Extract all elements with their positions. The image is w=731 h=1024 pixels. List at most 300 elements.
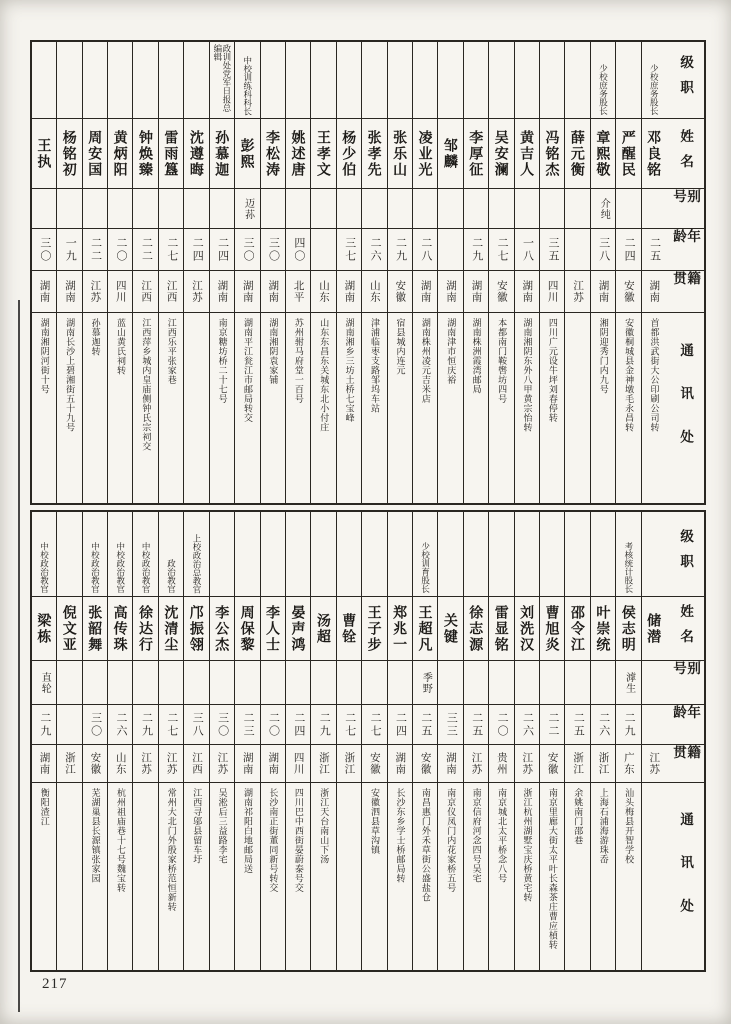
age-cell — [133, 228, 157, 270]
address-text: 津浦临枣支路邹坞车站 — [370, 318, 381, 413]
person-column-王超凡 — [412, 512, 437, 970]
age-cell — [108, 704, 132, 744]
origin-cell — [362, 270, 386, 312]
name-text: 储潜 — [646, 612, 663, 645]
address-cell — [438, 312, 462, 503]
origin-cell — [515, 270, 539, 312]
person-column-邹麟 — [437, 42, 462, 503]
age-text: 三八 — [597, 236, 610, 263]
address-text: 蓝山黄氏祠转 — [115, 318, 126, 375]
name-text: 彭熙 — [239, 137, 256, 170]
origin-cell — [642, 744, 666, 782]
rank-text: 上校政治总教官 — [191, 533, 202, 593]
name-cell — [159, 118, 183, 188]
address-text: 安徽桐城县金神墩毛永昌转 — [624, 318, 635, 432]
rank-cell — [438, 512, 462, 596]
rank-cell — [388, 512, 412, 596]
age-cell — [540, 704, 564, 744]
origin-text: 四川 — [292, 752, 305, 775]
origin-cell — [591, 270, 615, 312]
header-alias-cell — [666, 188, 704, 228]
age-cell — [32, 228, 56, 270]
name-text: 曹旭炎 — [544, 604, 561, 653]
person-column-郑兆一 — [387, 512, 412, 970]
alias-cell — [286, 188, 310, 228]
person-column-曹铨 — [336, 512, 361, 970]
person-column-梁栋 — [32, 512, 56, 970]
name-cell — [489, 118, 513, 188]
name-cell — [337, 596, 361, 660]
origin-text: 湖南 — [343, 280, 356, 303]
rank-cell — [108, 42, 132, 118]
origin-text: 山东 — [318, 280, 331, 303]
name-cell — [413, 596, 437, 660]
name-text: 雷显铭 — [493, 604, 510, 653]
alias-cell — [540, 188, 564, 228]
origin-text: 湖南 — [241, 752, 254, 775]
address-cell — [388, 782, 412, 970]
origin-cell — [311, 270, 335, 312]
age-cell — [362, 704, 386, 744]
name-text: 杨少伯 — [341, 129, 358, 178]
person-column-严醒民 — [615, 42, 640, 503]
page-number: 217 — [42, 976, 68, 992]
address-text: 上海石浦海游珠岙 — [598, 788, 609, 864]
age-cell — [464, 704, 488, 744]
age-text: 四〇 — [292, 236, 305, 263]
address-cell — [235, 782, 259, 970]
name-cell — [540, 118, 564, 188]
rank-cell — [540, 512, 564, 596]
name-cell — [235, 596, 259, 660]
origin-cell — [133, 744, 157, 782]
address-cell — [57, 782, 81, 970]
rank-cell — [413, 42, 437, 118]
address-text: 安徽泗县草沟镇 — [370, 788, 381, 855]
origin-cell — [565, 270, 589, 312]
address-cell — [337, 782, 361, 970]
age-cell — [438, 228, 462, 270]
name-cell — [311, 118, 335, 188]
rank-cell — [464, 42, 488, 118]
age-cell — [464, 228, 488, 270]
person-column-周保黎 — [234, 512, 259, 970]
age-text: 二五 — [470, 711, 483, 738]
age-cell — [159, 228, 183, 270]
address-text: 湖南湘阴河街十号 — [39, 318, 50, 394]
origin-text: 江苏 — [470, 752, 483, 775]
rank-cell — [32, 512, 56, 596]
person-column-张韶舞 — [82, 512, 107, 970]
origin-text: 湖南 — [648, 280, 661, 303]
age-text: 二九 — [623, 711, 636, 738]
person-column-雷雨簋 — [158, 42, 183, 503]
name-cell — [489, 596, 513, 660]
address-cell — [515, 782, 539, 970]
alias-cell — [133, 188, 157, 228]
age-text: 二七 — [165, 711, 178, 738]
name-text: 刘洗汉 — [519, 604, 536, 653]
rank-cell — [540, 42, 564, 118]
origin-cell — [57, 270, 81, 312]
address-cell — [464, 312, 488, 503]
age-text: 三〇 — [267, 236, 280, 263]
alias-cell — [32, 188, 56, 228]
name-text: 邝振翎 — [188, 604, 205, 653]
age-cell — [133, 704, 157, 744]
name-cell — [388, 118, 412, 188]
age-cell — [261, 704, 285, 744]
rank-text: 中校训练科科长 — [242, 55, 253, 115]
age-text: 二三 — [242, 711, 255, 738]
origin-text: 浙江 — [63, 752, 76, 775]
age-text: 三五 — [546, 236, 559, 263]
alias-cell — [32, 660, 56, 704]
address-text: 湖南祁阳白地邮局送 — [243, 788, 254, 874]
age-cell — [83, 704, 107, 744]
rank-cell — [133, 42, 157, 118]
name-text: 王孝文 — [315, 129, 332, 178]
rank-cell — [413, 512, 437, 596]
name-text: 徐志源 — [468, 604, 485, 653]
origin-cell — [108, 744, 132, 782]
alias-cell — [362, 188, 386, 228]
age-cell — [108, 228, 132, 270]
address-cell — [642, 312, 666, 503]
rank-cell — [108, 512, 132, 596]
age-text: 一八 — [521, 236, 534, 263]
rank-text: 中校政治教官 — [115, 542, 126, 593]
name-cell — [159, 596, 183, 660]
origin-cell — [616, 744, 640, 782]
address-text: 杭州祖庙巷十七号魏宝转 — [115, 788, 126, 893]
origin-cell — [337, 270, 361, 312]
age-cell — [489, 704, 513, 744]
origin-text: 江苏 — [140, 752, 153, 775]
address-cell — [515, 312, 539, 503]
name-text: 徐达行 — [138, 604, 155, 653]
origin-cell — [438, 744, 462, 782]
rank-cell — [616, 42, 640, 118]
alias-cell — [159, 660, 183, 704]
address-cell — [108, 782, 132, 970]
rank-cell — [57, 42, 81, 118]
alias-cell — [184, 660, 208, 704]
alias-cell — [210, 660, 234, 704]
name-text: 雷雨簋 — [163, 129, 180, 178]
address-cell — [210, 312, 234, 503]
address-text: 孙慕迦转 — [90, 318, 101, 356]
origin-cell — [591, 744, 615, 782]
age-cell — [489, 228, 513, 270]
name-text: 王执 — [36, 137, 53, 170]
person-column-王执 — [32, 42, 56, 503]
origin-text: 江苏 — [648, 752, 661, 775]
alias-cell — [362, 660, 386, 704]
name-text: 张孝先 — [366, 129, 383, 178]
address-cell — [489, 782, 513, 970]
origin-cell — [184, 270, 208, 312]
rank-text: 少校庶务股长 — [649, 64, 660, 115]
name-cell — [362, 596, 386, 660]
name-cell — [133, 596, 157, 660]
age-cell — [413, 704, 437, 744]
origin-text: 安徽 — [89, 752, 102, 775]
address-cell — [286, 312, 310, 503]
person-column-曹旭炎 — [539, 512, 564, 970]
address-cell — [565, 782, 589, 970]
name-header-label: 姓名 — [678, 128, 694, 179]
name-cell — [464, 118, 488, 188]
origin-text: 山东 — [114, 752, 127, 775]
name-cell — [565, 596, 589, 660]
origin-text: 浙江 — [318, 752, 331, 775]
rank-cell — [210, 512, 234, 596]
name-text: 王超凡 — [417, 604, 434, 653]
origin-header-label: 籍贯 — [671, 745, 701, 770]
rank-cell — [210, 42, 234, 118]
origin-cell — [57, 744, 81, 782]
origin-text: 江西 — [140, 280, 153, 303]
alias-cell — [337, 188, 361, 228]
address-text: 南京里廊大街太平叶长森茶庄曹应楨转 — [547, 788, 558, 950]
rank-cell — [83, 512, 107, 596]
person-column-叶崇统 — [590, 512, 615, 970]
rank-cell — [565, 42, 589, 118]
origin-text: 江苏 — [216, 752, 229, 775]
book-spine-edge — [18, 300, 20, 1012]
name-cell — [362, 118, 386, 188]
rank-cell — [337, 42, 361, 118]
age-cell — [210, 228, 234, 270]
age-cell — [540, 228, 564, 270]
origin-cell — [261, 744, 285, 782]
age-cell — [57, 704, 81, 744]
address-text: 南昌惠门外禾草街公盛盐仓 — [420, 788, 431, 902]
address-text: 湖南平江瓮江市邮局转交 — [243, 318, 254, 423]
rank-text: 少校庶务股长 — [598, 64, 609, 115]
age-cell — [413, 228, 437, 270]
rank-cell — [184, 512, 208, 596]
name-text: 李厚征 — [468, 129, 485, 178]
name-text: 侯志明 — [620, 604, 637, 653]
age-cell — [642, 704, 666, 744]
address-cell — [32, 782, 56, 970]
age-text: 二二 — [140, 236, 153, 263]
age-text: 二六 — [521, 711, 534, 738]
name-cell — [210, 596, 234, 660]
rank-cell — [57, 512, 81, 596]
alias-cell — [438, 660, 462, 704]
origin-text: 四川 — [546, 280, 559, 303]
age-cell — [388, 228, 412, 270]
rank-cell — [311, 42, 335, 118]
person-column-钟焕臻 — [132, 42, 157, 503]
header-column — [666, 512, 704, 970]
alias-header-label: 别号 — [671, 189, 701, 214]
person-column-王子步 — [361, 512, 386, 970]
address-cell — [311, 312, 335, 503]
address-text: 浙江杭州湖墅宝庆桥黄宅转 — [522, 788, 533, 902]
rank-cell — [388, 42, 412, 118]
name-text: 吴安澜 — [493, 129, 510, 178]
name-cell — [642, 118, 666, 188]
age-cell — [362, 228, 386, 270]
person-column-薛元衡 — [564, 42, 589, 503]
origin-cell — [438, 270, 462, 312]
address-text: 湘阴迎秀门内九号 — [598, 318, 609, 394]
rank-cell — [159, 512, 183, 596]
name-text: 郑兆一 — [392, 604, 409, 653]
rank-cell — [133, 512, 157, 596]
person-column-李人士 — [260, 512, 285, 970]
address-text: 四川巴中西街晏蔚泰号交 — [293, 788, 304, 893]
address-cell — [413, 312, 437, 503]
origin-text: 安徽 — [546, 752, 559, 775]
name-cell — [438, 596, 462, 660]
rank-cell — [159, 42, 183, 118]
header-rank-cell — [666, 42, 704, 118]
alias-cell — [464, 188, 488, 228]
address-text: 浙江天台南山下汤 — [319, 788, 330, 864]
name-text: 黄吉人 — [519, 129, 536, 178]
age-cell — [616, 704, 640, 744]
name-cell — [108, 118, 132, 188]
name-cell — [261, 596, 285, 660]
address-cell — [108, 312, 132, 503]
person-column-邓良铭 — [641, 42, 666, 503]
address-text: 南京信府河念四号吴宅 — [471, 788, 482, 883]
age-text: 二六 — [597, 711, 610, 738]
name-text: 黄炳阳 — [112, 129, 129, 178]
alias-text: 直轮 — [39, 671, 51, 694]
origin-cell — [32, 744, 56, 782]
origin-text: 安徽 — [495, 280, 508, 303]
alias-cell — [184, 188, 208, 228]
alias-cell — [83, 660, 107, 704]
origin-text: 江西 — [190, 752, 203, 775]
age-cell — [515, 228, 539, 270]
name-text: 张乐山 — [392, 129, 409, 178]
age-text: 二七 — [165, 236, 178, 263]
name-cell — [32, 596, 56, 660]
address-cell — [235, 312, 259, 503]
origin-cell — [32, 270, 56, 312]
name-cell — [642, 596, 666, 660]
person-column-王孝文 — [310, 42, 335, 503]
address-cell — [133, 312, 157, 503]
age-text: 二八 — [419, 236, 432, 263]
name-text: 严醒民 — [620, 129, 637, 178]
rank-cell — [235, 512, 259, 596]
rank-cell — [515, 42, 539, 118]
rank-cell — [286, 512, 310, 596]
age-text: 三〇 — [89, 711, 102, 738]
name-cell — [591, 118, 615, 188]
rank-cell — [489, 512, 513, 596]
origin-cell — [83, 270, 107, 312]
age-text: 二二 — [546, 711, 559, 738]
name-text: 曹铨 — [341, 612, 358, 645]
alias-cell — [261, 660, 285, 704]
name-cell — [184, 596, 208, 660]
name-text: 叶崇统 — [595, 604, 612, 653]
alias-cell — [159, 188, 183, 228]
name-text: 汤超 — [315, 612, 332, 645]
alias-cell — [235, 188, 259, 228]
alias-cell — [642, 660, 666, 704]
origin-cell — [133, 270, 157, 312]
name-cell — [540, 596, 564, 660]
person-column-章熙敬 — [590, 42, 615, 503]
person-column-徐达行 — [132, 512, 157, 970]
alias-cell — [515, 660, 539, 704]
age-text: 二九 — [394, 236, 407, 263]
person-column-杨铭初 — [56, 42, 81, 503]
age-cell — [311, 704, 335, 744]
origin-text: 湖南 — [394, 752, 407, 775]
alias-cell — [413, 660, 437, 704]
age-cell — [438, 704, 462, 744]
age-cell — [311, 228, 335, 270]
age-text: 二六 — [115, 711, 128, 738]
address-text: 常州大北门外殷家桥范恒新转 — [166, 788, 177, 912]
origin-cell — [540, 270, 564, 312]
alias-cell — [388, 188, 412, 228]
address-cell — [337, 312, 361, 503]
origin-header-label: 籍贯 — [671, 271, 701, 296]
address-cell — [133, 782, 157, 970]
person-column-黄吉人 — [514, 42, 539, 503]
name-cell — [565, 118, 589, 188]
origin-cell — [286, 744, 310, 782]
rank-cell — [83, 42, 107, 118]
person-column-张孝先 — [361, 42, 386, 503]
person-column-杨少伯 — [336, 42, 361, 503]
age-text: 三三 — [445, 711, 458, 738]
age-text: 二〇 — [496, 711, 509, 738]
name-text: 张韶舞 — [87, 604, 104, 653]
person-column-姚述唐 — [285, 42, 310, 503]
address-text: 芜湖巢县长源镇张家园 — [90, 788, 101, 883]
rank-text: 少校训育股长 — [420, 542, 431, 593]
origin-cell — [642, 270, 666, 312]
origin-cell — [235, 270, 259, 312]
age-cell — [286, 704, 310, 744]
rank-cell — [591, 512, 615, 596]
header-rank-cell — [666, 512, 704, 596]
origin-text: 江苏 — [572, 280, 585, 303]
name-text: 孙慕迦 — [214, 129, 231, 178]
person-column-徐志源 — [463, 512, 488, 970]
address-text: 南京仪凤门内花家桥五号 — [446, 788, 457, 893]
name-cell — [464, 596, 488, 660]
name-cell — [108, 596, 132, 660]
age-header-label: 年龄 — [671, 229, 701, 254]
address-cell — [591, 782, 615, 970]
origin-cell — [159, 270, 183, 312]
origin-text: 湖南 — [216, 280, 229, 303]
alias-cell — [438, 188, 462, 228]
age-text: 二七 — [343, 711, 356, 738]
age-text: 二四 — [292, 711, 305, 738]
address-cell — [32, 312, 56, 503]
rank-header-label: 级职 — [678, 528, 694, 579]
address-text: 湖南株洲霞湾邮局 — [471, 318, 482, 394]
address-cell — [261, 782, 285, 970]
address-cell — [210, 782, 234, 970]
name-text: 关键 — [442, 612, 459, 645]
